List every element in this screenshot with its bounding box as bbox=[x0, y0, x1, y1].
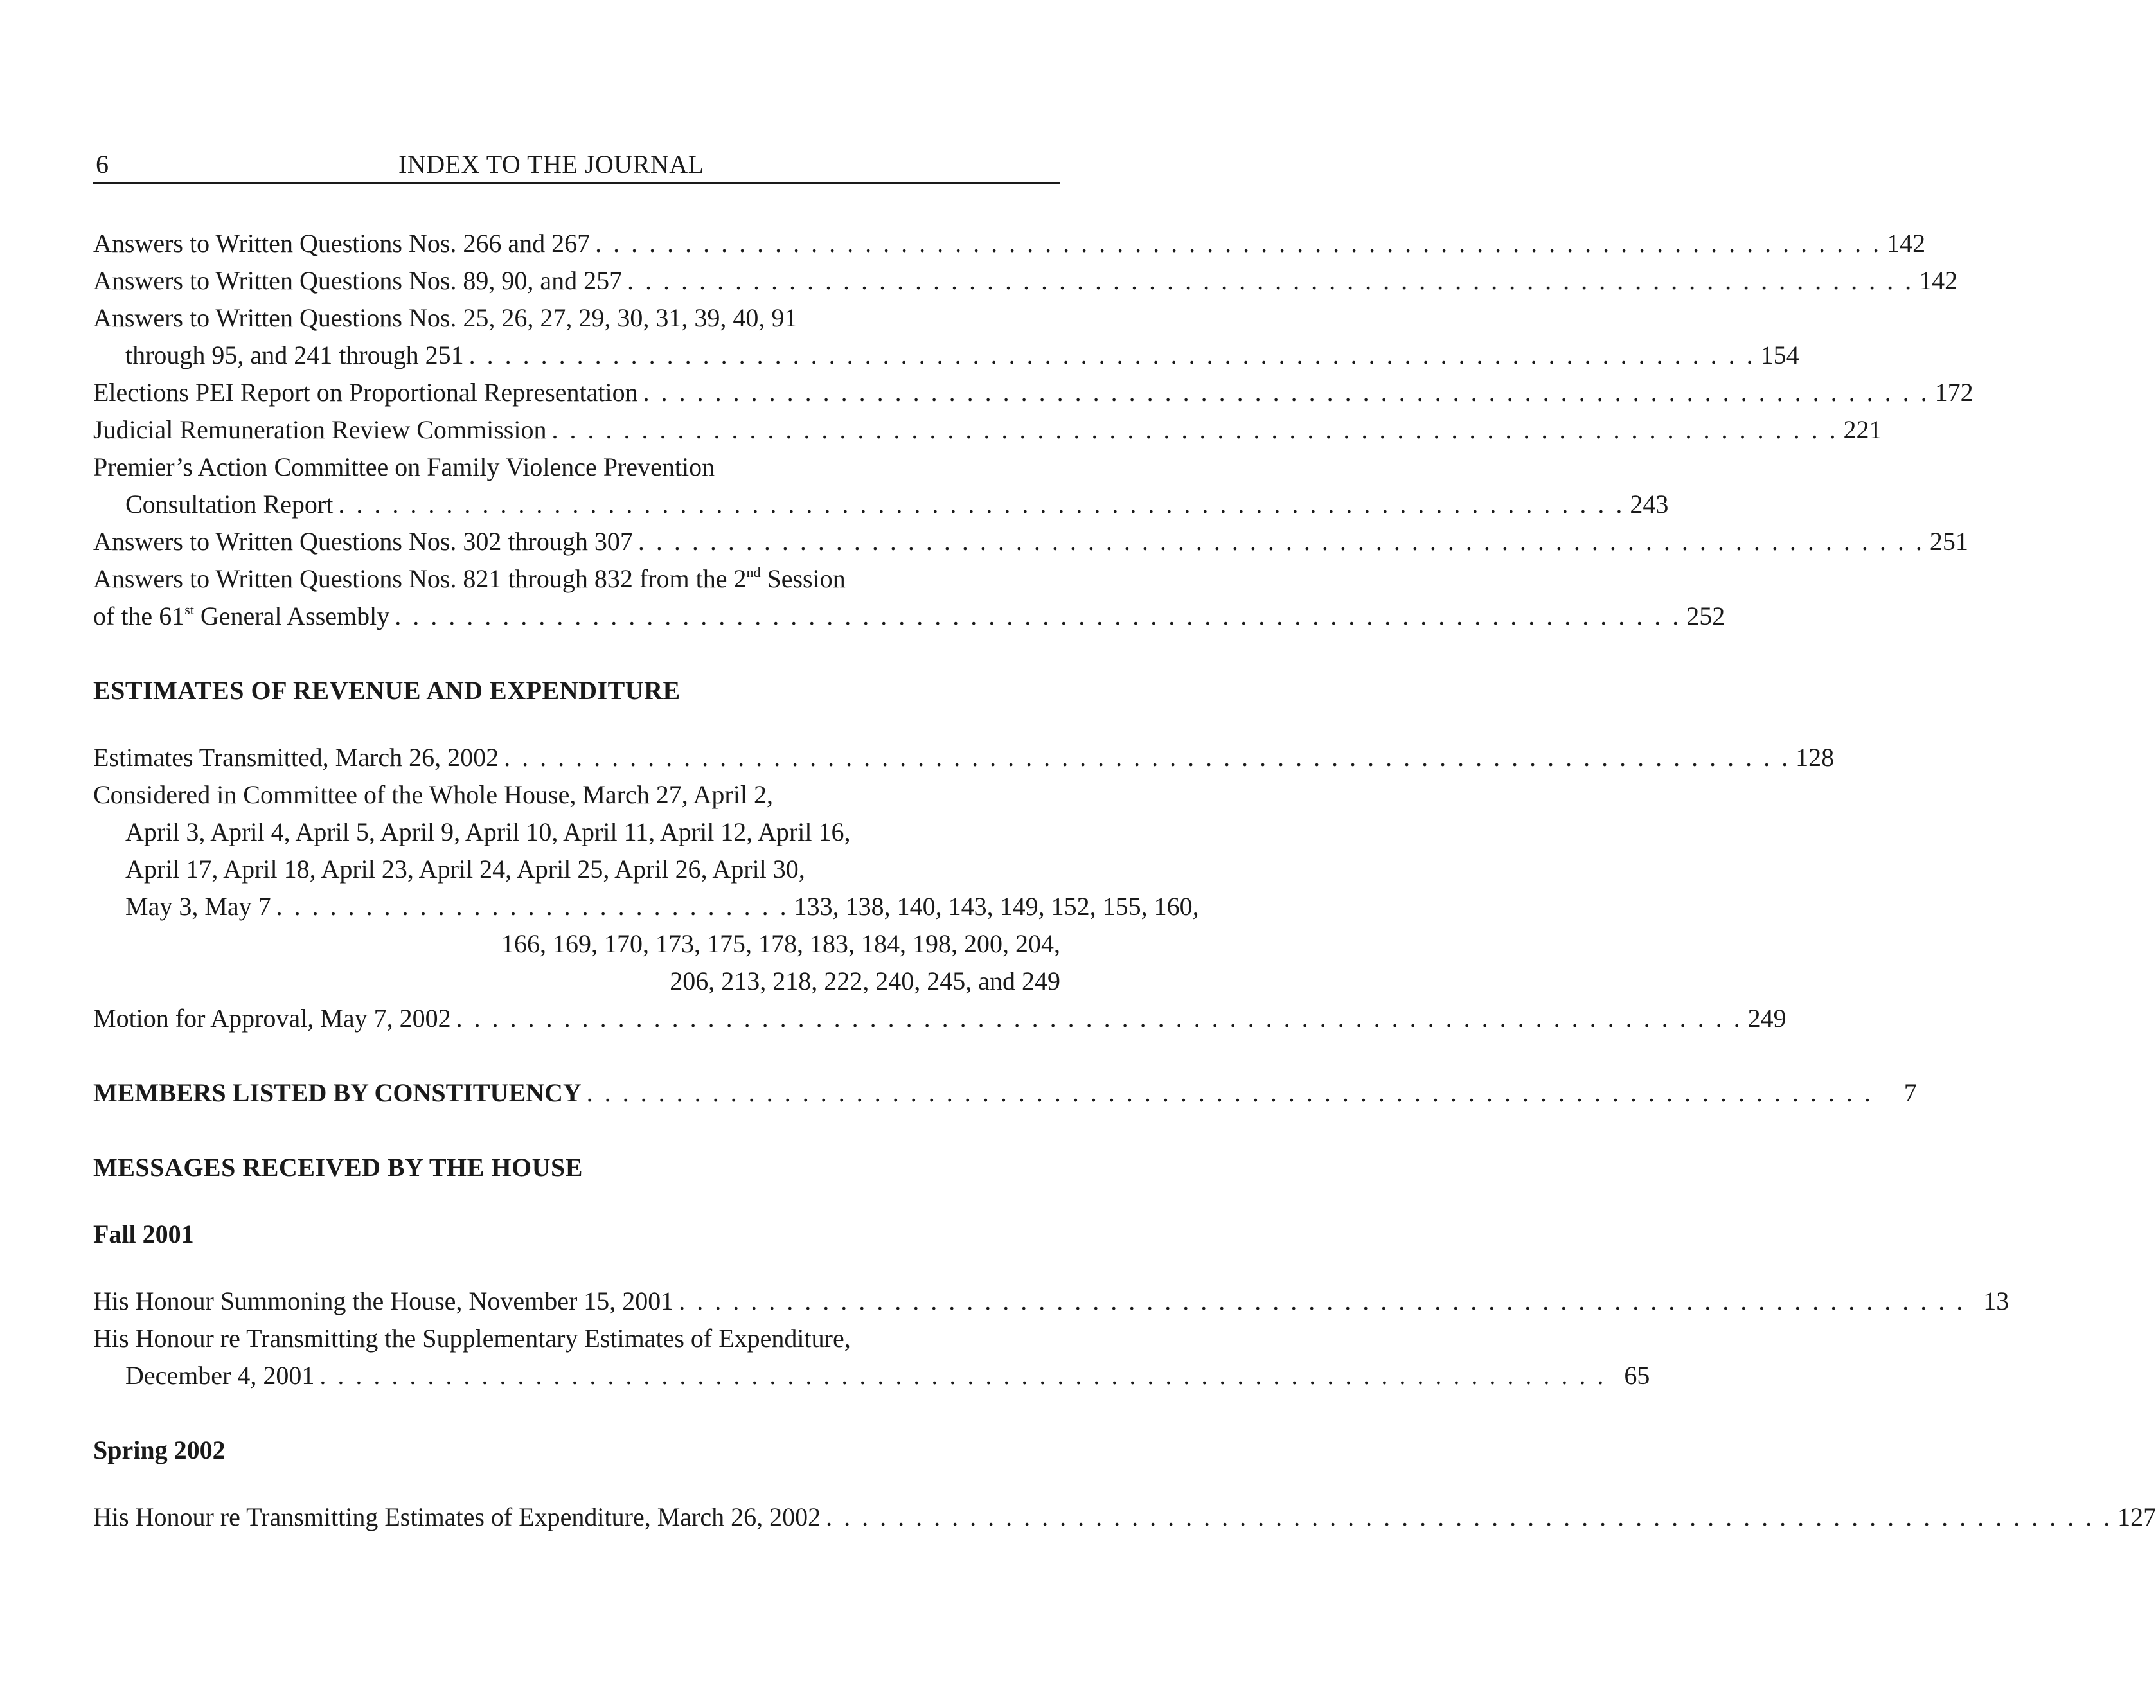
dot-leader: . . . . . . . . . . . . . . . . . . . . . . . . . . . . . . . . . . . . . . . . . . . . . . . . . . . . . . . . . . . . . . . . . . . . . . . . bbox=[551, 415, 1839, 444]
entry-text: Judicial Remuneration Review Commission bbox=[93, 415, 547, 444]
entry-text: through 95, and 241 through 251 bbox=[125, 341, 464, 369]
page-reference: 7 bbox=[1903, 1078, 1917, 1107]
section-heading-text: MEMBERS LISTED BY CONSTITUENCY bbox=[93, 1078, 582, 1107]
running-title: INDEX TO THE JOURNAL bbox=[398, 150, 704, 179]
dot-leader: . . . . . . . . . . . . . . . . . . . . . . . . . . . . . . . . . . . . . . . . . . . . . . . . . . . . . . . . . . . . . . . . . . . . . . . . bbox=[338, 490, 1625, 519]
entry-text: Answers to Written Questions Nos. 89, 90, and 257 bbox=[93, 266, 623, 295]
page-reference: 172 bbox=[1934, 378, 1973, 407]
index-entry bbox=[93, 225, 1926, 262]
entry-text: His Honour Summoning the House, November 15, 2001 bbox=[93, 1286, 674, 1315]
page-reference: 13 bbox=[1983, 1286, 2009, 1315]
page-reference: 127 bbox=[2117, 1502, 2156, 1531]
entry-text: of the 61st General Assembly bbox=[93, 601, 390, 630]
entry-text: Consultation Report bbox=[125, 490, 334, 519]
page-reference: 128 bbox=[1795, 743, 1835, 772]
entry-text: Estimates Transmitted, March 26, 2002 bbox=[93, 743, 499, 772]
entry-text: Answers to Written Questions Nos. 266 and 267 bbox=[93, 229, 591, 258]
page-reference: 251 bbox=[1929, 527, 1968, 556]
sub-heading-fall: Fall 2001 bbox=[93, 1220, 194, 1249]
dot-leader: . . . . . . . . . . . . . . . . . . . . . . . . . . . . . . . . . . . . . . . . . . . . . . . . . . . . . . . . . . . . . . . . . . . . . . . . bbox=[643, 378, 1930, 407]
dot-leader: . . . . . . . . . . . . . . . . . . . . . . . . . . . . . . . . . . . . . . . . . . . . . . . . . . . . . . . . . . . . . . . . . . . . . . . . bbox=[595, 229, 1882, 258]
entry-text: April 3, April 4, April 5, April 9, April 10, April 11, April 12, April 16, bbox=[125, 817, 851, 846]
index-entry bbox=[93, 523, 1968, 560]
index-entry bbox=[93, 374, 1973, 411]
section-heading-messages: MESSAGES RECEIVED BY THE HOUSE bbox=[93, 1153, 583, 1182]
entry-text: Considered in Committee of the Whole House, March 27, April 2, bbox=[93, 780, 773, 809]
page-reference: 133, 138, 140, 143, 149, 152, 155, 160, bbox=[794, 892, 1199, 921]
dot-leader: . . . . . . . . . . . . . . . . . . . . . . . . . . . . . . . . . . . . . . . . . . . . . . . . . . . . . . . . . . . . . . . . . . . . . . . . bbox=[627, 266, 1914, 295]
page-reference: 221 bbox=[1843, 415, 1882, 444]
entry-text: Answers to Written Questions Nos. 821 through 832 from the 2nd Session bbox=[93, 564, 846, 593]
dot-leader: . . . . . . . . . . . . . . . . . . . . . . . . . . . . . . . . . . . . . . . . . . . . . . . . . . . . . . . . . . . . . . . . . . . . . . . . bbox=[504, 743, 1791, 772]
index-entry bbox=[93, 337, 1799, 374]
sub-heading-spring: Spring 2002 bbox=[93, 1436, 226, 1464]
dot-leader: . . . . . . . . . . . . . . . . . . . . . . . . . . . . . . . . . . . . . . . . . . . . . . . . . . . . . . . . . . . . . . . . . . . . . . . . bbox=[468, 341, 1756, 369]
index-entry bbox=[93, 1000, 1786, 1037]
dot-leader: . . . . . . . . . . . . . . . . . . . . . . . . . . . . . . . . . . . . . . . . . . . . . . . . . . . . . . . . . . . . . . . . . . . . . . . . bbox=[395, 601, 1682, 630]
dot-leader: . . . . . . . . . . . . . . . . . . . . . . . . . . . . . bbox=[276, 892, 789, 921]
dot-leader: . . . . . . . . . . . . . . . . . . . . . . . . . . . . . . . . . . . . . . . . . . . . . . . . . . . . . . . . . . . . . . . . . . . . . . . . bbox=[319, 1361, 1607, 1390]
dot-leader: . . . . . . . . . . . . . . . . . . . . . . . . . . . . . . . . . . . . . . . . . . . . . . . . . . . . . . . . . . . . . . . . . . . . . . . . bbox=[456, 1004, 1743, 1033]
index-entry bbox=[93, 1283, 2009, 1320]
page-header bbox=[93, 147, 1060, 184]
index-entry bbox=[93, 888, 1199, 925]
entry-text: Motion for Approval, May 7, 2002 bbox=[93, 1004, 451, 1033]
page-reference: 252 bbox=[1686, 601, 1725, 630]
entry-text: His Honour re Transmitting the Supplementary Estimates of Expenditure, bbox=[93, 1324, 851, 1353]
page-reference: 142 bbox=[1887, 229, 1926, 258]
page-reference: 249 bbox=[1747, 1004, 1786, 1033]
index-entry bbox=[93, 486, 1669, 523]
entry-text: May 3, May 7 bbox=[125, 892, 271, 921]
page-reference: 243 bbox=[1630, 490, 1669, 519]
entry-text: December 4, 2001 bbox=[125, 1361, 315, 1390]
section-heading-estimates: ESTIMATES OF REVENUE AND EXPENDITURE bbox=[93, 676, 681, 705]
index-entry bbox=[93, 1357, 1650, 1394]
page-number: 6 bbox=[96, 150, 109, 179]
page-reference: 154 bbox=[1760, 341, 1799, 369]
dot-leader: . . . . . . . . . . . . . . . . . . . . . . . . . . . . . . . . . . . . . . . . . . . . . . . . . . . . . . . . . . . . . . . . . . . . . . . . bbox=[586, 1078, 1873, 1107]
entry-text: Elections PEI Report on Proportional Representation bbox=[93, 378, 638, 407]
index-entry bbox=[93, 411, 1882, 449]
section-heading-members bbox=[93, 1074, 1917, 1112]
index-content bbox=[93, 225, 2156, 1536]
page-reference: 142 bbox=[1919, 266, 1958, 295]
index-entry bbox=[93, 262, 1958, 299]
dot-leader: . . . . . . . . . . . . . . . . . . . . . . . . . . . . . . . . . . . . . . . . . . . . . . . . . . . . . . . . . . . . . . . . . . . . . . . . bbox=[679, 1286, 1966, 1315]
page-reference: 166, 169, 170, 173, 175, 178, 183, 184, 198, 200, 204, bbox=[501, 929, 1060, 958]
entry-text: Answers to Written Questions Nos. 302 through 307 bbox=[93, 527, 633, 556]
entry-text: Answers to Written Questions Nos. 25, 26, 27, 29, 30, 31, 39, 40, 91 bbox=[93, 303, 797, 332]
dot-leader: . . . . . . . . . . . . . . . . . . . . . . . . . . . . . . . . . . . . . . . . . . . . . . . . . . . . . . . . . . . . . . . . . . . . . . . . bbox=[826, 1502, 2113, 1531]
index-entry bbox=[93, 1499, 2156, 1536]
entry-text: April 17, April 18, April 23, April 24, April 25, April 26, April 30, bbox=[125, 855, 805, 884]
index-entry bbox=[93, 598, 1725, 635]
dot-leader: . . . . . . . . . . . . . . . . . . . . . . . . . . . . . . . . . . . . . . . . . . . . . . . . . . . . . . . . . . . . . . . . . . . . . . . . bbox=[637, 527, 1925, 556]
page-reference: 65 bbox=[1624, 1361, 1650, 1390]
page-reference: 206, 213, 218, 222, 240, 245, and 249 bbox=[670, 966, 1060, 995]
index-entry bbox=[93, 739, 1835, 776]
entry-text: His Honour re Transmitting Estimates of Expenditure, March 26, 2002 bbox=[93, 1502, 821, 1531]
entry-text: Premier’s Action Committee on Family Violence Prevention bbox=[93, 452, 715, 481]
